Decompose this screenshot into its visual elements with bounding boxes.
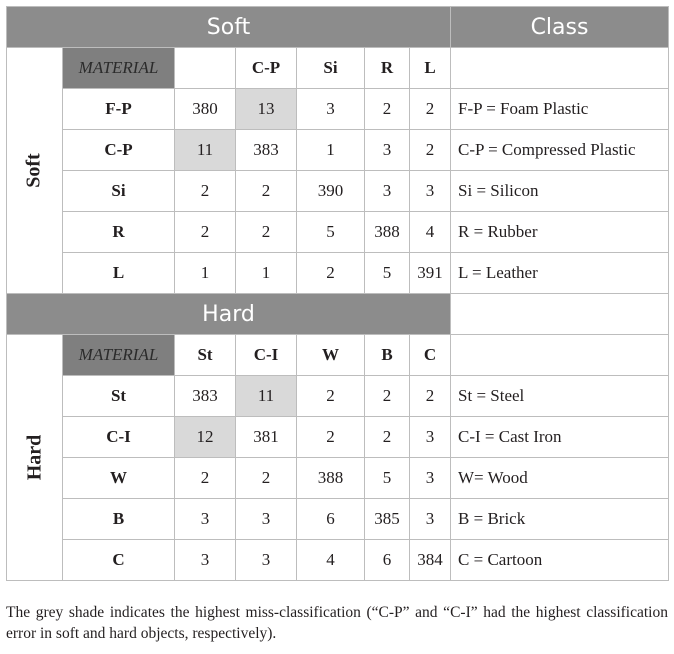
cell: 1 xyxy=(175,253,236,294)
cell: 3 xyxy=(410,171,451,212)
table-row xyxy=(7,376,669,417)
cell: 2 xyxy=(297,253,365,294)
row-label: B xyxy=(63,499,175,540)
table-row xyxy=(7,458,669,499)
cell: 380 xyxy=(175,89,236,130)
cell: 5 xyxy=(365,458,410,499)
soft-col-header: L xyxy=(410,48,451,89)
table-row xyxy=(7,130,669,171)
cell: 2 xyxy=(236,171,297,212)
table-row xyxy=(7,499,669,540)
soft-material-header: MATERIAL xyxy=(63,48,175,89)
soft-side-label: Soft xyxy=(7,48,63,294)
hard-col-header: W xyxy=(297,335,365,376)
class-definition: Si = Silicon xyxy=(451,171,669,212)
hard-col-header: St xyxy=(175,335,236,376)
soft-col-header: C-P xyxy=(236,48,297,89)
highlighted-cell: 11 xyxy=(175,130,236,171)
cell: 5 xyxy=(297,212,365,253)
cell: 2 xyxy=(175,458,236,499)
hard-side-label: Hard xyxy=(7,335,63,581)
hard-col-header: C xyxy=(410,335,451,376)
cell: 2 xyxy=(175,171,236,212)
cell: 1 xyxy=(297,130,365,171)
cell: 388 xyxy=(365,212,410,253)
table-caption: The grey shade indicates the highest miss-classification (“C-P” and “C-I” had the highest classification error in soft and hard objects, respectively). xyxy=(6,604,668,642)
row-label: L xyxy=(63,253,175,294)
cell: 3 xyxy=(410,499,451,540)
cell: 2 xyxy=(410,89,451,130)
cell: 384 xyxy=(410,540,451,581)
class-empty-cell xyxy=(451,48,669,89)
cell: 3 xyxy=(410,417,451,458)
cell: 3 xyxy=(410,458,451,499)
row-label: St xyxy=(63,376,175,417)
class-definition: F-P = Foam Plastic xyxy=(451,89,669,130)
soft-col-header: Si xyxy=(297,48,365,89)
soft-col-header: R xyxy=(365,48,410,89)
class-definition: C = Cartoon xyxy=(451,540,669,581)
class-definition: C-I = Cast Iron xyxy=(451,417,669,458)
cell: 388 xyxy=(297,458,365,499)
row-label: C-P xyxy=(63,130,175,171)
row-label: R xyxy=(63,212,175,253)
hard-material-header: MATERIAL xyxy=(63,335,175,376)
class-header: Class xyxy=(451,7,669,48)
cell: 5 xyxy=(365,253,410,294)
hard-header: Hard xyxy=(7,294,451,335)
cell: 6 xyxy=(365,540,410,581)
cell: 390 xyxy=(297,171,365,212)
cell: 3 xyxy=(236,540,297,581)
cell: 2 xyxy=(410,376,451,417)
row-label: C-I xyxy=(63,417,175,458)
confusion-matrix-table xyxy=(6,6,669,581)
highlighted-cell: 12 xyxy=(175,417,236,458)
cell: 385 xyxy=(365,499,410,540)
cell: 383 xyxy=(175,376,236,417)
cell: 4 xyxy=(410,212,451,253)
cell: 2 xyxy=(236,212,297,253)
cell: 1 xyxy=(236,253,297,294)
row-label: Si xyxy=(63,171,175,212)
class-definition: W= Wood xyxy=(451,458,669,499)
cell: 2 xyxy=(297,376,365,417)
cell: 3 xyxy=(297,89,365,130)
cell: 6 xyxy=(297,499,365,540)
cell: 3 xyxy=(175,499,236,540)
class-definition: L = Leather xyxy=(451,253,669,294)
row-label: W xyxy=(63,458,175,499)
class-definition: R = Rubber xyxy=(451,212,669,253)
table-row xyxy=(7,89,669,130)
cell: 391 xyxy=(410,253,451,294)
table-row xyxy=(7,171,669,212)
cell: 3 xyxy=(365,171,410,212)
class-definition: C-P = Compressed Plastic xyxy=(451,130,669,171)
table-row xyxy=(7,212,669,253)
class-definition: St = Steel xyxy=(451,376,669,417)
cell: 3 xyxy=(236,499,297,540)
table-row xyxy=(7,540,669,581)
cell: 3 xyxy=(365,130,410,171)
cell: 3 xyxy=(175,540,236,581)
hard-col-header: C-I xyxy=(236,335,297,376)
cell: 2 xyxy=(175,212,236,253)
cell: 2 xyxy=(365,417,410,458)
cell: 2 xyxy=(410,130,451,171)
soft-col-header xyxy=(175,48,236,89)
table-row xyxy=(7,417,669,458)
cell: 2 xyxy=(297,417,365,458)
hard-col-header: B xyxy=(365,335,410,376)
confusion-matrix-table-container xyxy=(6,6,668,581)
row-label: F-P xyxy=(63,89,175,130)
cell: 381 xyxy=(236,417,297,458)
cell: 383 xyxy=(236,130,297,171)
row-label: C xyxy=(63,540,175,581)
cell: 2 xyxy=(365,89,410,130)
class-definition: B = Brick xyxy=(451,499,669,540)
table-row xyxy=(7,253,669,294)
highlighted-cell: 13 xyxy=(236,89,297,130)
cell: 2 xyxy=(365,376,410,417)
soft-header: Soft xyxy=(7,7,451,48)
cell: 4 xyxy=(297,540,365,581)
class-empty-cell xyxy=(451,335,669,376)
class-empty-cell xyxy=(451,294,669,335)
highlighted-cell: 11 xyxy=(236,376,297,417)
cell: 2 xyxy=(236,458,297,499)
